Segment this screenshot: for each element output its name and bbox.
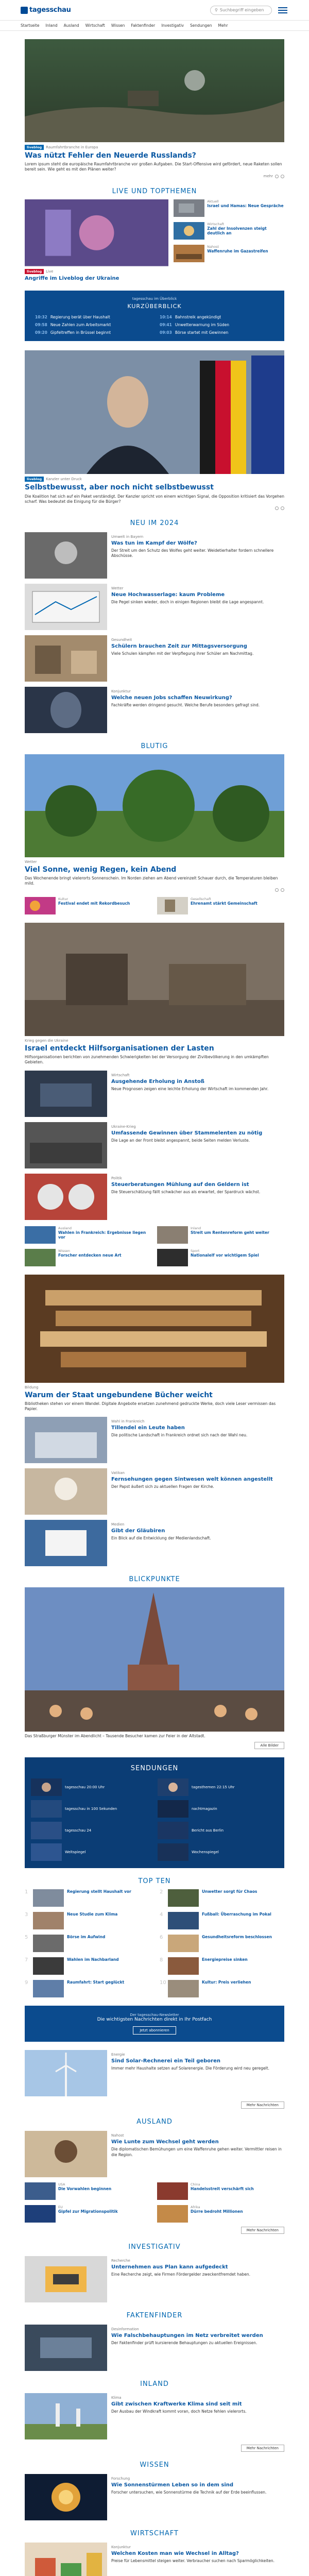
main-story-image[interactable] bbox=[25, 350, 284, 474]
ticker-item[interactable]: 09:41 Unwetterwarnung im Süden bbox=[160, 323, 229, 328]
wirtschaft-lead[interactable]: Konjunktur Welchen Kosten man wie Wechsel in Alltag? Preise für Lebensmittel steigen weiter. Verbraucher suchen nach Sparmöglichkeiten. bbox=[0, 2543, 309, 2576]
ausland-lead[interactable]: Nahost Wie Lunte zum Wechsel geht werden Die diplomatischen Bemühungen um eine Waffenruhe gehen weiter. Vermittler reisen in die Region. USA Die Vorwahlen beginnen China Handelsstreit verschärft sich EU Gipfel zur Migrationspolitik Afrika Dürre bedroht Millionen Mehr Nachrichten bbox=[0, 2131, 309, 2234]
topten-item[interactable]: 7 Wahlen im Nachbarland bbox=[25, 1957, 149, 1975]
section-title-neu: NEU IM 2024 bbox=[130, 519, 179, 527]
newsletter-text: Die wichtigsten Nachrichten direkt in Ihr Postfach bbox=[97, 2016, 212, 2022]
nav-item[interactable]: Inland bbox=[45, 23, 58, 28]
topten-item[interactable]: 1 Regierung stellt Haushalt vor bbox=[25, 1889, 149, 1907]
list-thumb bbox=[25, 687, 107, 733]
story-kicker: Kanzler unter Druck bbox=[46, 477, 82, 482]
topten-item[interactable]: 5 Börse im Aufwind bbox=[25, 1935, 149, 1952]
sendung-item[interactable]: nachtmagazin bbox=[158, 1800, 278, 1818]
mini-card[interactable]: China Handelsstreit verschärft sich bbox=[157, 2182, 284, 2200]
mini-card[interactable]: Afrika Dürre bedroht Millionen bbox=[157, 2205, 284, 2223]
gallery-button[interactable]: Alle Bilder bbox=[254, 1742, 284, 1749]
card-title: Waffenruhe im Gazastreifen bbox=[207, 249, 268, 254]
live-badge: liveblog bbox=[25, 145, 44, 150]
list-thumb bbox=[25, 584, 107, 630]
bookmark-icon[interactable] bbox=[281, 888, 284, 892]
bookmark-icon[interactable] bbox=[281, 506, 284, 510]
share-icon[interactable] bbox=[275, 175, 279, 178]
story-headline[interactable]: Selbstbewusst, aber noch nicht selbstbewusst bbox=[25, 483, 214, 492]
nav-item[interactable]: Wirtschaft bbox=[85, 23, 105, 28]
share-label: mehr bbox=[263, 174, 273, 179]
blutig-image[interactable] bbox=[25, 754, 284, 857]
mini-card[interactable]: Sport Nationalelf vor wichtigem Spiel bbox=[157, 1249, 284, 1266]
hero-headline[interactable]: Was nützt Fehler den Neuerde Russlands? bbox=[25, 151, 196, 160]
hero-teaser[interactable] bbox=[0, 39, 309, 178]
nav-item[interactable]: Ausland bbox=[63, 23, 79, 28]
list-item[interactable]: Ukraine-Krieg Umfassende Gewinnen über Stammelenten zu nötig Die Lage an der Front bleibt angespannt, beide Seiten melden Verluste. bbox=[25, 1122, 284, 1168]
kurzueberblick-box bbox=[25, 291, 284, 341]
box-title: KURZÜBERBLICK bbox=[127, 303, 182, 310]
section-title-live: LIVE UND TOPTHEMEN bbox=[112, 188, 197, 196]
investigativ-lead[interactable]: Recherche Unternehmen aus Plan kann aufgedeckt Eine Recherche zeigt, wie Firmen Fördergelder zweckentfremdet haben. bbox=[0, 2256, 309, 2302]
mini-card[interactable]: EU Gipfel zur Migrationspolitik bbox=[25, 2205, 152, 2223]
share-bar bbox=[25, 174, 284, 178]
more-news-button[interactable]: Mehr Nachrichten bbox=[241, 2102, 284, 2109]
share-icon[interactable] bbox=[275, 888, 279, 892]
card-thumb bbox=[174, 199, 204, 217]
list-item[interactable]: Wirtschaft Ausgehende Erholung in Anstoß Neue Prognosen zeigen eine leichte Erholung der Wirtschaft im kommenden Jahr. bbox=[25, 1071, 284, 1117]
section-title-faktenfinder: FAKTENFINDER bbox=[126, 2311, 183, 2319]
books-headline[interactable]: Warum der Staat ungebundene Bücher weicht bbox=[25, 1391, 213, 1399]
list-item[interactable]: Medien Gibt der Gläubiren Ein Blick auf die Entwicklung der Medienlandschaft. bbox=[25, 1520, 284, 1566]
search-placeholder: Suchbegriff eingeben bbox=[219, 8, 264, 12]
blutig-lead[interactable]: Wetter Viel Sonne, wenig Regen, kein Abend Das Wochenende bringt vielerorts Sonnenschein. Im Norden ziehen am Abend vereinzelt Schauer durch, die Temperaturen bleiben mild. Kultur Festival endet mit Rekordbesuch Gesellschaft Ehrenamt stärkt Gemeinschaft bbox=[0, 754, 309, 914]
nav-item[interactable]: Faktenfinder bbox=[131, 23, 156, 28]
live-card[interactable] bbox=[174, 199, 284, 217]
conflict-image[interactable] bbox=[25, 923, 284, 1036]
search-icon: ⚲ bbox=[215, 8, 218, 12]
list-title[interactable]: Neue Hochwasserlage: kaum Probleme bbox=[111, 591, 225, 598]
section-title-ausland: AUSLAND bbox=[136, 2117, 173, 2126]
sendung-item[interactable]: tagesschau 20:00 Uhr bbox=[31, 1778, 151, 1796]
newsletter-button[interactable]: Jetzt abonnieren bbox=[133, 2026, 176, 2035]
hero-image[interactable] bbox=[25, 39, 284, 142]
site-header bbox=[0, 0, 309, 21]
nav-item[interactable]: Startseite bbox=[21, 23, 40, 28]
list-item[interactable]: Umwelt in Bayern Was tun im Kampf der Wölfe? Der Streit um den Schutz des Wolfes geht weiter. Weidetierhalter fordern schnellere Abschüsse. bbox=[25, 532, 284, 579]
card-title[interactable]: Angriffe im Liveblog der Ukraine bbox=[25, 275, 119, 281]
section-title-wirtschaft: WIRTSCHAFT bbox=[130, 2529, 179, 2537]
sendung-item[interactable]: Weltspiegel bbox=[31, 1843, 151, 1861]
box-kicker: tagesschau im Überblick bbox=[132, 297, 177, 301]
section-title-topten: TOP TEN bbox=[138, 1877, 171, 1885]
nav-item[interactable]: Wissen bbox=[111, 23, 125, 28]
main-story[interactable] bbox=[0, 350, 309, 510]
search-input[interactable] bbox=[210, 6, 272, 15]
mini-card[interactable]: Gesellschaft Ehrenamt stärkt Gemeinschaft bbox=[157, 897, 284, 914]
sendung-item[interactable]: Bericht aus Berlin bbox=[158, 1822, 278, 1839]
more-news-button[interactable]: Mehr Nachrichten bbox=[241, 2227, 284, 2234]
blickpunkte-image[interactable] bbox=[25, 1587, 284, 1732]
sendungen-box bbox=[25, 1757, 284, 1868]
live-badge: liveblog bbox=[25, 269, 44, 274]
card-kicker: Nahost bbox=[207, 245, 219, 249]
live-lead-card[interactable] bbox=[25, 199, 168, 281]
topten-item[interactable]: 10 Kultur: Preis verliehen bbox=[160, 1980, 284, 1997]
hero-abstract: Lorem ipsum steht die europäische Raumfahrtbranche vor großen Aufgaben. Die Start-Offensive wird gefördert, neue Raketen sollen bereit sein. Wie geht es mit den Plänen weiter? bbox=[25, 162, 282, 172]
live-card[interactable] bbox=[174, 245, 284, 262]
section-title-sendungen: SENDUNGEN bbox=[130, 1764, 179, 1772]
mini-card[interactable]: Wissen Forscher entdecken neue Art bbox=[25, 1249, 152, 1266]
list-item[interactable]: Vatikan Fernsehungen gegen Sintwesen welt können angestellt Der Papst äußert sich zu aktuellen Fragen der Kirche. bbox=[25, 1468, 284, 1515]
conflict-story[interactable]: Krieg gegen die Ukraine Israel entdeckt Hilfsorganisationen der Lasten Hilfsorganisationen berichten von zunehmenden Schwierigkeiten bei der Versorgung der Zivilbevölkerung in den umkämpften Gebieten. bbox=[0, 923, 309, 1065]
live-badge: liveblog bbox=[25, 477, 44, 482]
books-image[interactable] bbox=[25, 1275, 284, 1383]
card-title: Zahl der Insolvenzen steigt deutlich an bbox=[207, 226, 267, 236]
mini-card[interactable]: USA Die Vorwahlen beginnen bbox=[25, 2182, 152, 2200]
topten-item[interactable]: 8 Energiepreise sinken bbox=[160, 1957, 284, 1975]
bookmark-icon[interactable] bbox=[281, 175, 284, 178]
list-item[interactable]: Gesundheit Schülern brauchen Zeit zur Mittagsversorgung Viele Schulen kämpfen mit der Verpflegung ihrer Schüler am Nachmittag. bbox=[25, 635, 284, 682]
section-title-investigativ: INVESTIGATIV bbox=[128, 2243, 181, 2251]
conflict-headline[interactable]: Israel entdeckt Hilfsorganisationen der Lasten bbox=[25, 1044, 214, 1053]
newsletter-box: Der tagesschau-Newsletter Die wichtigsten Nachrichten direkt in Ihr Postfach Jetzt abonnieren bbox=[25, 2006, 284, 2042]
inland-top-story[interactable]: Energie Sind Solar-Rechnerei ein Teil geboren Immer mehr Haushalte setzen auf Solarenergie. Die Förderung wird neu geregelt. Mehr Nachrichten bbox=[0, 2050, 309, 2109]
gallery-caption: Das Straßburger Münster im Abendlicht – Tausende Besucher kamen zur Feier in der Altstadt. bbox=[25, 1733, 205, 1738]
menu-button[interactable] bbox=[277, 6, 288, 15]
topten-item[interactable]: 9 Raumfahrt: Start geglückt bbox=[25, 1980, 149, 1997]
wissen-lead[interactable]: Forschung Wie Sonnenstürmen Leben so in dem sind Forscher untersuchen, wie Sonnenstürme die Technik auf der Erde beeinflussen. bbox=[0, 2474, 309, 2520]
live-lead-image[interactable] bbox=[25, 199, 168, 266]
logo[interactable] bbox=[21, 6, 71, 14]
ticker-item[interactable]: 09:03 Börse startet mit Gewinnen bbox=[160, 330, 229, 335]
logo-text: tagesschau bbox=[29, 6, 71, 14]
topten-item[interactable]: 6 Gesundheitsreform beschlossen bbox=[160, 1935, 284, 1952]
card-thumb bbox=[174, 222, 204, 240]
list-thumb bbox=[25, 532, 107, 579]
list-title[interactable]: Schülern brauchen Zeit zur Mittagsversorgung bbox=[111, 643, 247, 649]
hero-kicker: Raumfahrtbranche in Europa bbox=[46, 145, 98, 149]
books-story[interactable]: Bildung Warum der Staat ungebundene Bücher weicht Bibliotheken stehen vor einem Wandel. Digitale Angebote ersetzen zunehmend gedruckte Werke, doch viele Leser vermissen das Papier. bbox=[0, 1275, 309, 1412]
ticker-item[interactable]: 10:32 Regierung berät über Haushalt bbox=[35, 315, 110, 320]
share-icon[interactable] bbox=[275, 506, 279, 510]
inland-lead[interactable]: Klima Gibt zwischen Kraftwerke Klima sind seit mit Der Ausbau der Windkraft kommt voran, doch Netze fehlen vielerorts. Mehr Nachrichten bbox=[0, 2393, 309, 2452]
main-nav bbox=[0, 21, 309, 31]
mini-card[interactable]: Inland Streit um Rentenreform geht weiter bbox=[157, 1226, 284, 1244]
card-kicker: Aktuell bbox=[207, 199, 219, 204]
topten-item[interactable]: 4 Fußball: Überraschung im Pokal bbox=[160, 1912, 284, 1929]
list-item[interactable]: Wetter Neue Hochwasserlage: kaum Probleme Die Pegel sinken wieder, doch in einigen Regionen bleibt die Lage angespannt. bbox=[25, 584, 284, 630]
nav-item[interactable]: Sendungen bbox=[190, 23, 212, 28]
sendung-item[interactable]: tagesschau 24 bbox=[31, 1822, 151, 1839]
list-thumb bbox=[25, 635, 107, 682]
card-kicker: Live bbox=[46, 269, 54, 274]
faktenfinder-lead[interactable]: Desinformation Wie Falschbehauptungen im Netz verbreitet werden Der Faktenfinder prüft kursierende Behauptungen zu aktuellen Ereignissen. bbox=[0, 2325, 309, 2371]
list-item[interactable]: Konjunktur Welche neuen Jobs schaffen Neuwirkung? Fachkräfte werden dringend gesucht. Welche Berufe besonders gefragt sind. bbox=[25, 687, 284, 733]
sendung-item[interactable]: tagesthemen 22:15 Uhr bbox=[158, 1778, 278, 1796]
sendung-item[interactable]: tagesschau in 100 Sekunden bbox=[31, 1800, 151, 1818]
nav-item[interactable]: Investigativ bbox=[161, 23, 184, 28]
list-title[interactable]: Welche neuen Jobs schaffen Neuwirkung? bbox=[111, 694, 232, 701]
card-thumb bbox=[174, 245, 204, 262]
story-abstract: Die Koalition hat sich auf ein Paket verständigt. Der Kanzler spricht von einem wichtigen Signal, die Opposition kritisiert das Vorgehen scharf. Was bedeutet die Einigung für die Bürger? bbox=[25, 494, 284, 504]
ticker-item[interactable]: 09:58 Neue Zahlen zum Arbeitsmarkt bbox=[35, 323, 111, 328]
section-title-wissen: WISSEN bbox=[140, 2461, 169, 2469]
live-card[interactable] bbox=[174, 222, 284, 240]
ticker-item[interactable]: 10:14 Bahnstreik angekündigt bbox=[160, 315, 221, 320]
mini-card[interactable]: Kultur Festival endet mit Rekordbesuch bbox=[25, 897, 152, 914]
topten-item[interactable]: 2 Unwetter sorgt für Chaos bbox=[160, 1889, 284, 1907]
sendung-item[interactable]: Wochenspiegel bbox=[158, 1843, 278, 1861]
section-title-blutig: BLUTIG bbox=[141, 742, 168, 750]
list-item[interactable]: Politik Steuerberatungen Mühlung auf den Geldern ist Die Steuerschätzung fällt schwächer aus als erwartet, der Spardruck wächst. bbox=[25, 1174, 284, 1220]
section-title-inland: INLAND bbox=[140, 2380, 169, 2388]
list-item[interactable]: Wahl in Frankreich Tillendel ein Leute haben Die politische Landschaft in Frankreich ordnet sich nach der Wahl neu. bbox=[25, 1417, 284, 1463]
nav-item[interactable]: Mehr bbox=[218, 23, 228, 28]
blickpunkte-gallery[interactable] bbox=[0, 1587, 309, 1749]
more-news-button[interactable]: Mehr Nachrichten bbox=[241, 2445, 284, 2452]
hamburger-icon bbox=[278, 7, 287, 8]
blutig-headline[interactable]: Viel Sonne, wenig Regen, kein Abend bbox=[25, 865, 177, 874]
topten-item[interactable]: 3 Neue Studie zum Klima bbox=[25, 1912, 149, 1929]
list-title[interactable]: Was tun im Kampf der Wölfe? bbox=[111, 540, 197, 546]
section-title-blickpunkte: BLICKPUNKTE bbox=[129, 1575, 180, 1583]
card-title: Israel und Hamas: Neue Gespräche bbox=[207, 204, 284, 209]
ticker-item[interactable]: 09:20 Gipfeltreffen in Brüssel beginnt bbox=[35, 330, 111, 335]
card-kicker: Wirtschaft bbox=[207, 222, 225, 227]
mini-card[interactable]: Ausland Wahlen in Frankreich: Ergebnisse liegen vor bbox=[25, 1226, 152, 1244]
logo-mark bbox=[21, 7, 28, 14]
